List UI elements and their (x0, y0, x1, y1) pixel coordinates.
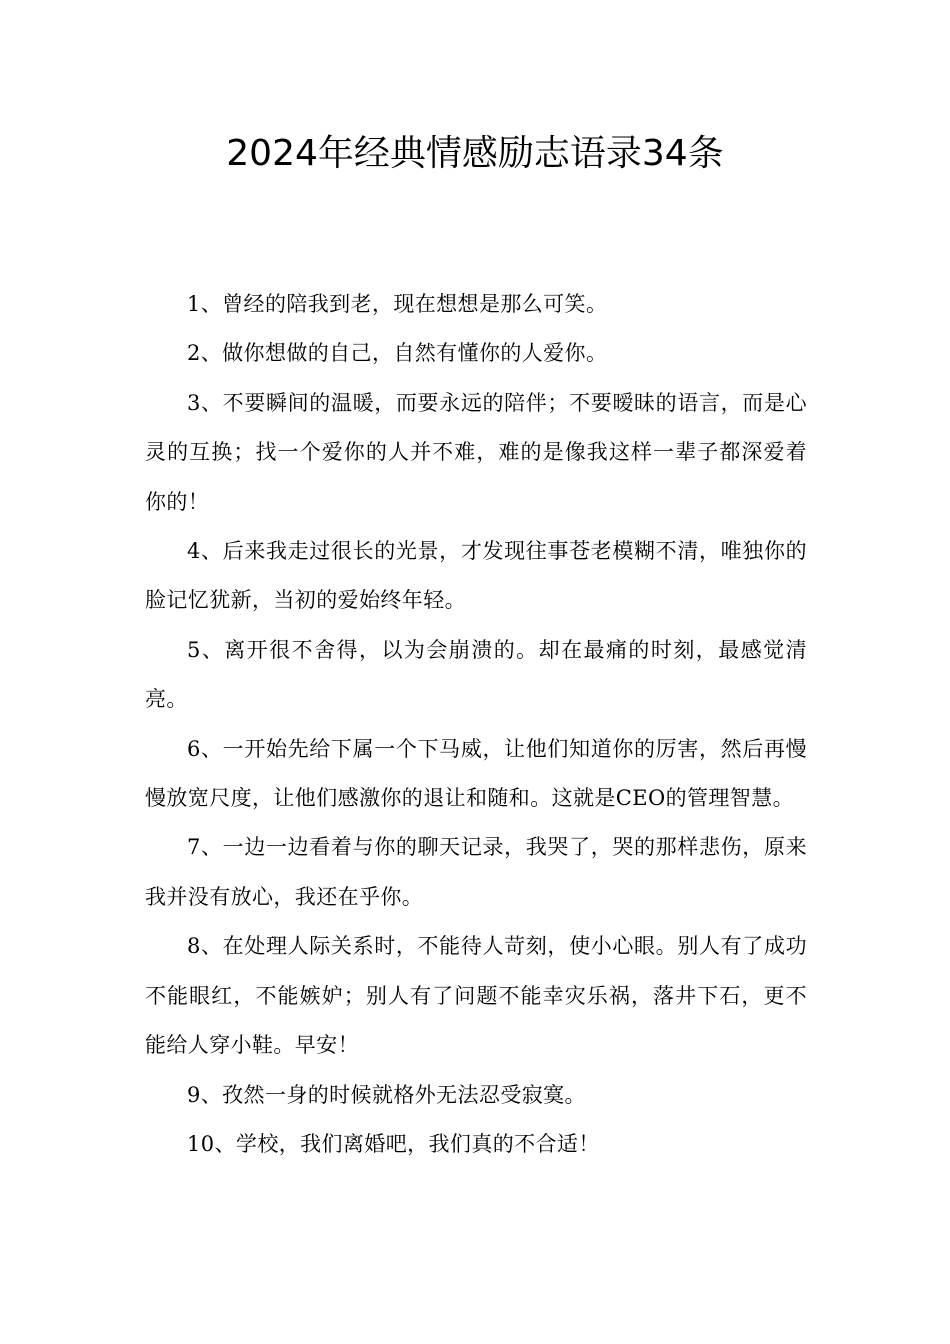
quote-paragraph-8: 8、在处理人际关系时，不能待人苛刻，使小心眼。别人有了成功不能眼红，不能嫉妒；别人有了问题不能幸灾乐祸，落井下石，更不能给人穿小鞋。早安！ (145, 934, 807, 1058)
quote-paragraph-4: 4、后来我走过很长的光景，才发现往事苍老模糊不清，唯独你的脸记忆犹新，当初的爱始终年轻。 (145, 539, 807, 613)
quote-paragraph-1: 1、曾经的陪我到老，现在想想是那么可笑。 (187, 292, 608, 316)
quote-paragraph-5: 5、离开很不舍得，以为会崩溃的。却在最痛的时刻，最感觉清亮。 (145, 637, 807, 712)
quote-paragraph-3: 3、不要瞬间的温暖，而要永远的陪伴；不要暧昧的语言，而是心灵的互换；找一个爱你的人并不难，难的是像我这样一辈子都深爱着你的！ (145, 390, 807, 514)
quote-paragraph-2: 2、做你想做的自己，自然有懂你的人爱你。 (187, 341, 608, 366)
quote-paragraph-6: 6、一开始先给下属一个下马威，让他们知道你的厉害，然后再慢慢放宽尺度，让他们感激你的退让和随和。这就是CEO的管理智慧。 (145, 736, 807, 811)
document-title: 2024年经典情感励志语录34条 (226, 133, 724, 174)
document-body (145, 280, 807, 1169)
quote-paragraph-7: 7、一边一边看着与你的聊天记录，我哭了，哭的那样悲伤，原来我并没有放心，我还在乎你。 (145, 835, 807, 909)
quote-paragraph-10: 10、学校，我们离婚吧，我们真的不合适！ (187, 1131, 600, 1156)
quote-paragraph-9: 9、孜然一身的时候就格外无法忍受寂寞。 (187, 1082, 586, 1107)
